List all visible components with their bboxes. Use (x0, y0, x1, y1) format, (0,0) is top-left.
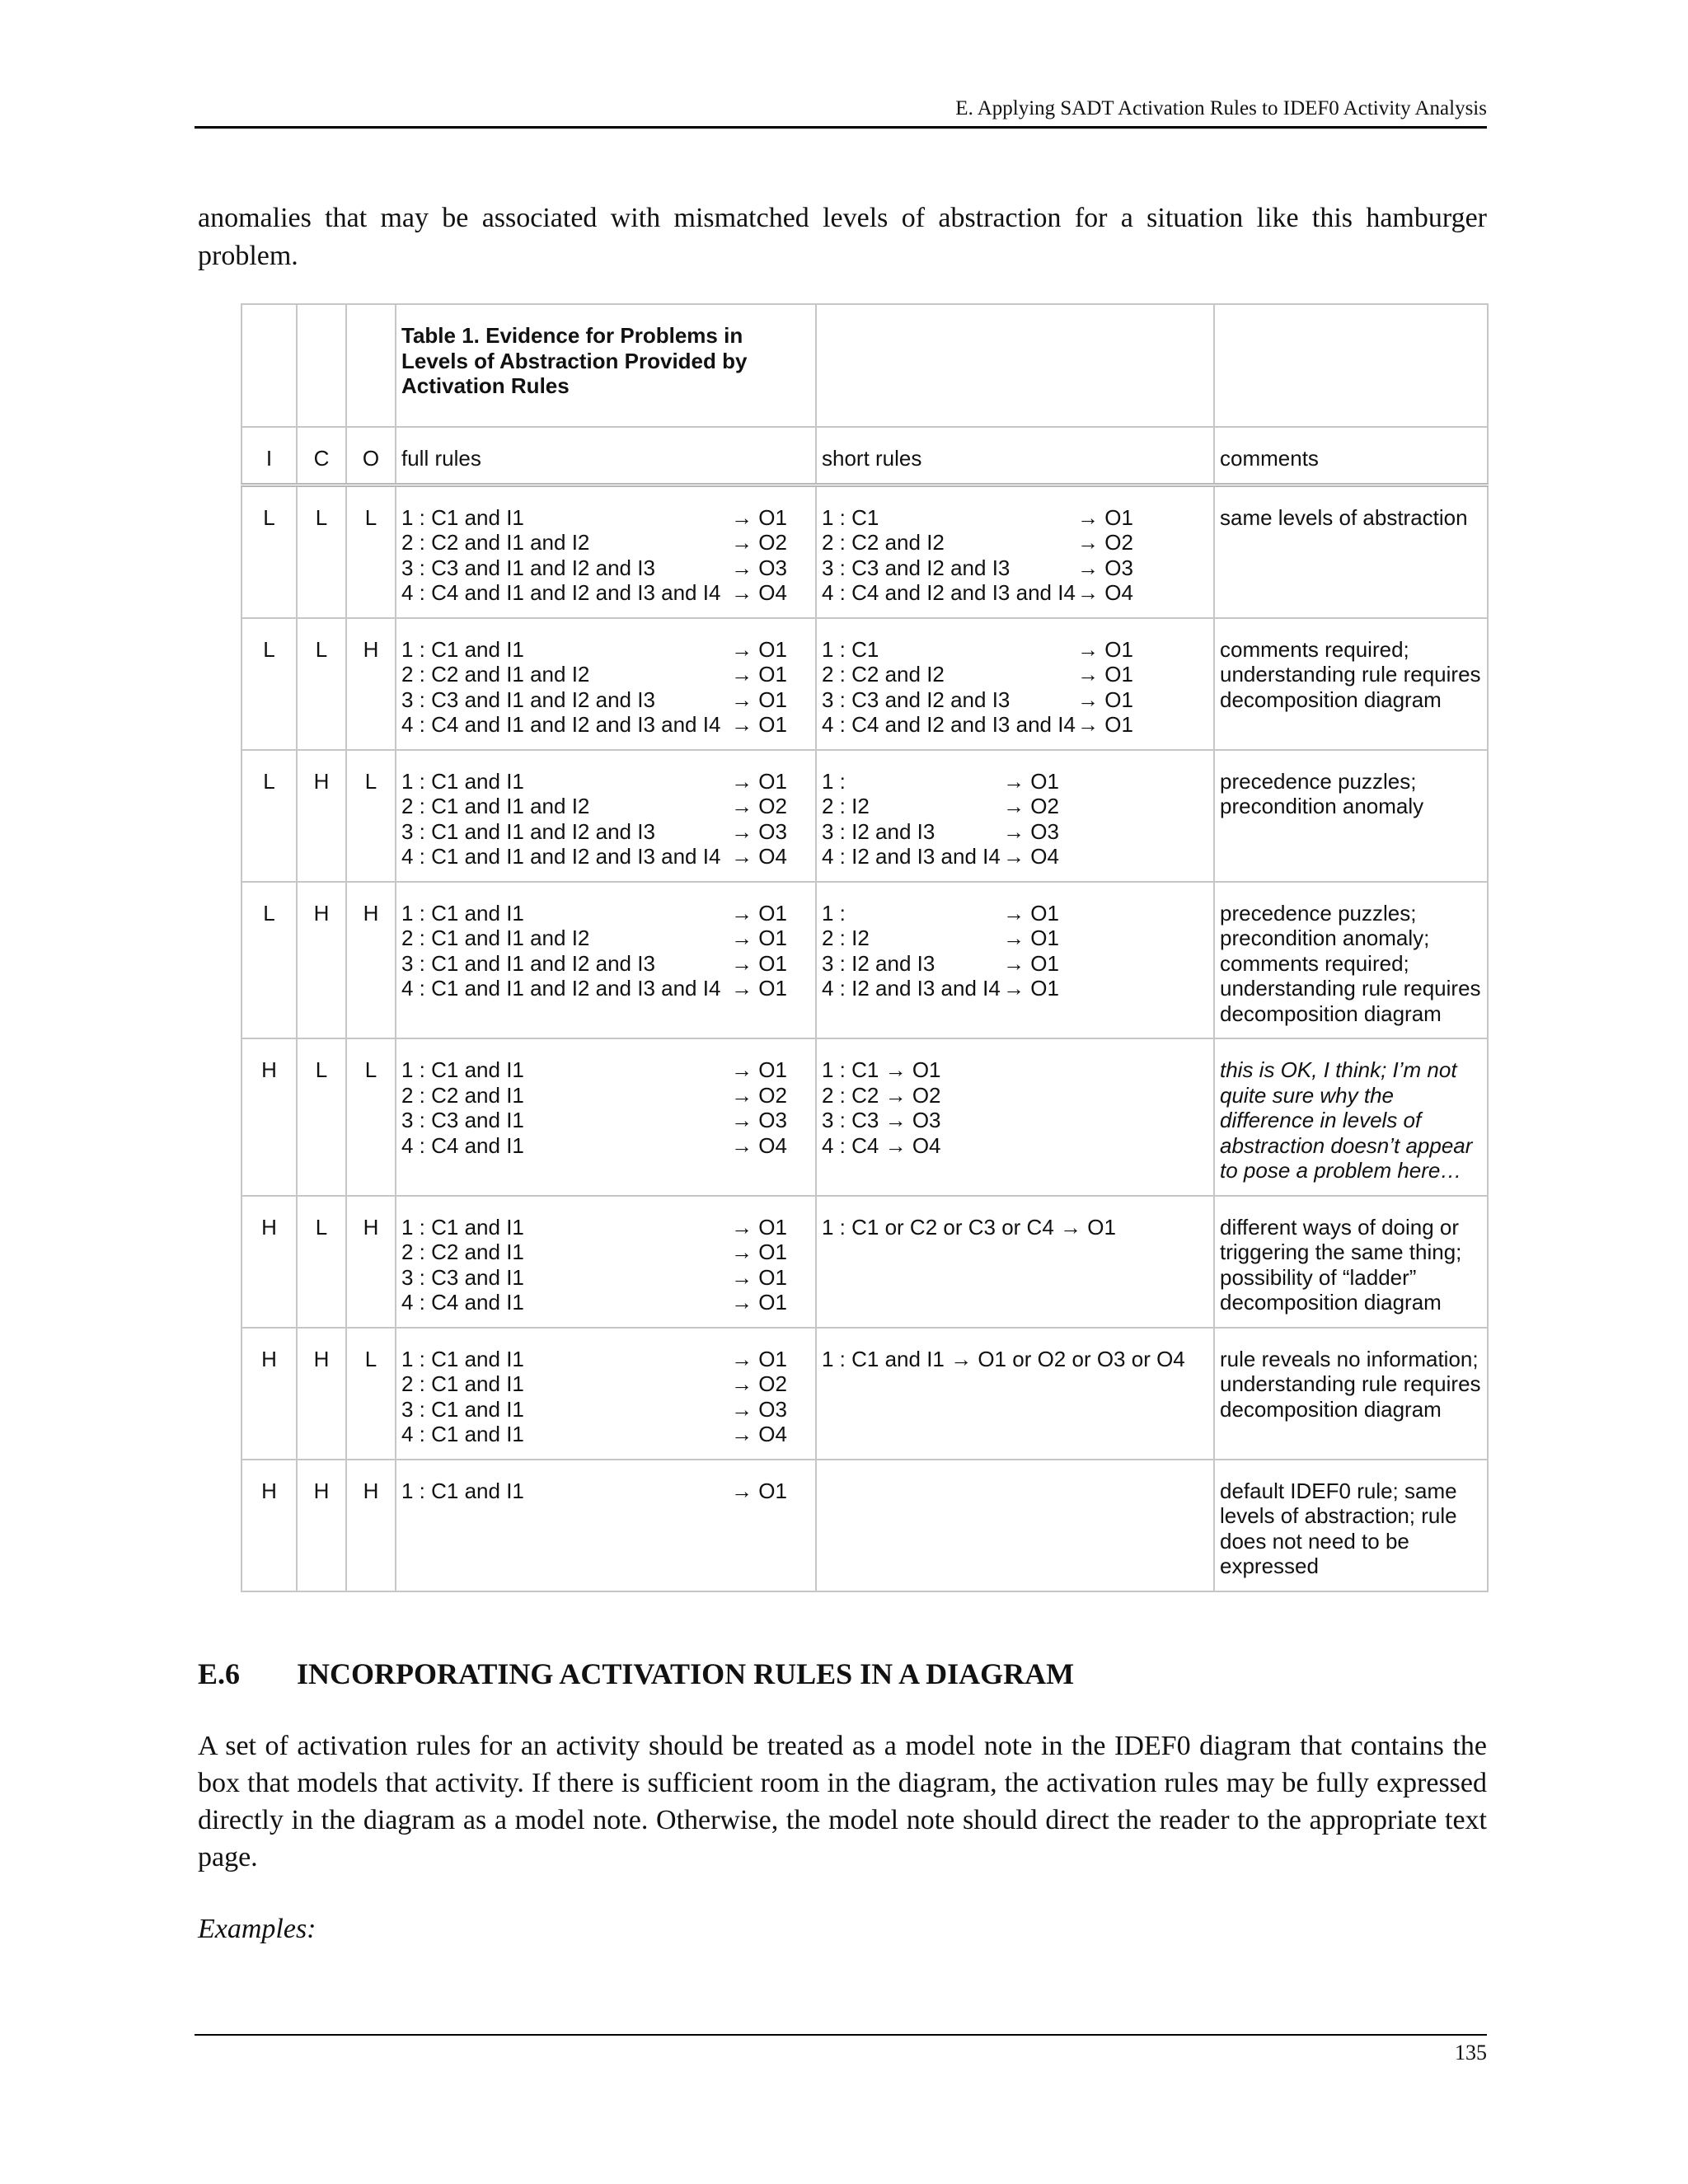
rule-condition: 4 : C1 and I1 and I2 and I3 and I4 (401, 976, 721, 1001)
title-cell-empty (1214, 304, 1488, 427)
rule-line (822, 580, 1208, 606)
rule-condition: 3 : C1 and I1 and I2 and I3 (401, 950, 655, 976)
table-row (241, 1328, 1488, 1460)
title-cell-empty (346, 304, 396, 427)
rule-output: → O1 (1003, 950, 1059, 976)
rule-output: → O4 (731, 844, 787, 869)
rule-condition: 2 : I2 (822, 926, 870, 950)
comment-cell: precedence puzzles; precondition anomaly; comments required; understanding rule requires decomposition diagram (1214, 882, 1488, 1039)
rule-condition: 3 : C3 and I1 and I2 and I3 (401, 555, 655, 580)
table-row (241, 1196, 1488, 1328)
level-i-cell: H (241, 1460, 297, 1591)
short-rules-cell (816, 1328, 1214, 1460)
rule-condition: 1 : C1 or C2 or C3 or C4 → O1 (822, 1214, 1116, 1240)
rule-condition: 4 : C4 → O4 (822, 1132, 941, 1158)
rule-line (822, 662, 1208, 687)
rule-line (401, 1215, 810, 1240)
table-row (241, 485, 1488, 618)
level-o-cell: H (346, 882, 396, 1039)
level-c-cell: L (297, 618, 346, 750)
level-c-cell: H (297, 1328, 346, 1460)
rule-line (822, 951, 1208, 977)
level-o-cell: L (346, 1038, 396, 1196)
short-rules-cell (816, 1038, 1214, 1196)
rule-output: → O3 (731, 1396, 787, 1422)
comment-cell: this is OK, I think; I’m not quite sure why the difference in levels of abstraction doesn’t appear to pose a problem here… (1214, 1038, 1488, 1196)
rule-line (401, 1265, 810, 1291)
rule-output: → O1 (731, 1346, 787, 1371)
rule-output: → O2 (731, 794, 787, 818)
rule-output: → O2 (731, 1371, 787, 1396)
rule-output: → O3 (731, 818, 787, 844)
rule-line (401, 1290, 810, 1315)
rule-output: → O1 (731, 1057, 787, 1082)
rule-condition: 1 : C1 and I1 (401, 768, 524, 794)
rule-line (401, 1479, 810, 1504)
rule-output: → O1 (731, 712, 787, 737)
rule-line (822, 1133, 1208, 1159)
rule-condition: 3 : C3 and I2 and I3 (822, 555, 1010, 580)
comment-cell: precedence puzzles; precondition anomaly (1214, 750, 1488, 882)
rule-line (401, 712, 810, 738)
rule-line (822, 1215, 1208, 1240)
table-row (241, 1460, 1488, 1591)
section-number: E.6 (198, 1657, 241, 1690)
rule-condition: 1 : (822, 768, 846, 794)
header-o: O (346, 427, 396, 485)
rule-condition: 1 : C1 and I1 (401, 1057, 524, 1082)
comment-cell: same levels of abstraction (1214, 485, 1488, 618)
full-rules-cell (396, 750, 816, 882)
rule-condition: 2 : C2 and I1 and I2 (401, 530, 590, 555)
rule-line (822, 555, 1208, 581)
examples-label: Examples: (198, 1914, 316, 1944)
rule-line (822, 530, 1208, 555)
rule-output: → O1 (731, 1478, 787, 1503)
intro-paragraph: anomalies that may be associated with mismatched levels of abstraction for a situation like this hamburger problem. (198, 203, 1487, 271)
header-c: C (297, 427, 346, 485)
rule-line (822, 712, 1208, 738)
full-rules-cell (396, 1196, 816, 1328)
short-rules-cell (816, 1196, 1214, 1328)
rule-output: → O1 (731, 687, 787, 712)
rule-output: → O1 (1077, 504, 1133, 530)
rule-line (401, 1240, 810, 1265)
rule-line (822, 794, 1208, 819)
rule-line (822, 1108, 1208, 1133)
rule-condition: 4 : C4 and I1 and I2 and I3 and I4 (401, 580, 721, 605)
rule-condition: 1 : C1 and I1 → O1 or O2 or O3 or O4 (822, 1346, 1185, 1371)
rule-output: → O1 (731, 768, 787, 794)
rule-output: → O1 (1003, 768, 1059, 794)
rule-condition: 2 : C2 and I2 (822, 530, 945, 555)
rule-line (822, 1057, 1208, 1083)
rule-output: → O1 (731, 1240, 787, 1264)
level-i-cell: L (241, 618, 297, 750)
rule-output: → O1 (731, 1264, 787, 1290)
rule-line (401, 1057, 810, 1083)
rule-output: → O1 (1077, 712, 1133, 737)
rule-line (822, 1083, 1208, 1108)
rule-output: → O2 (731, 530, 787, 555)
full-rules-cell (396, 1460, 816, 1591)
rule-line (822, 844, 1208, 869)
short-rules-cell (816, 485, 1214, 618)
rule-output: → O1 (1003, 926, 1059, 950)
rule-output: → O2 (1003, 794, 1059, 818)
rule-output: → O1 (731, 662, 787, 687)
rule-output: → O1 (731, 636, 787, 662)
rule-condition: 3 : I2 and I3 (822, 818, 935, 844)
level-c-cell: H (297, 1460, 346, 1591)
rule-condition: 1 : C1 and I1 (401, 900, 524, 926)
section-title: INCORPORATING ACTIVATION RULES IN A DIAGRAM (297, 1657, 1075, 1690)
rule-condition: 2 : C2 → O2 (822, 1082, 941, 1108)
short-rules-cell (816, 882, 1214, 1039)
rule-line (401, 951, 810, 977)
rule-condition: 4 : C4 and I1 (401, 1290, 524, 1315)
rule-line (401, 901, 810, 926)
rule-line (401, 662, 810, 687)
level-o-cell: H (346, 618, 396, 750)
rule-line (401, 769, 810, 794)
rule-line (822, 926, 1208, 951)
level-i-cell: L (241, 750, 297, 882)
rule-line (822, 901, 1208, 926)
rule-line (401, 1108, 810, 1133)
rule-condition: 1 : C1 (822, 504, 879, 530)
rule-line (822, 1347, 1208, 1372)
rule-output: → O3 (1077, 555, 1133, 580)
rule-condition: 4 : C4 and I2 and I3 and I4 (822, 712, 1076, 737)
rule-line (401, 819, 810, 845)
level-c-cell: H (297, 750, 346, 882)
rule-line (401, 976, 810, 1001)
body-paragraph: A set of activation rules for an activity should be treated as a model note in the IDEF0 diagram that contains the box that models that activity. If there is sufficient room in the diagram, the activation rules may be fully expressed directly in the diagram as a model note. Otherwise, the model note should direct the reader to the appropriate text page. (198, 1731, 1487, 1872)
rule-output: → O1 (1003, 976, 1059, 1001)
rule-output: → O1 (1003, 900, 1059, 926)
title-cell-empty (241, 304, 297, 427)
level-o-cell: L (346, 1328, 396, 1460)
rule-condition: 2 : I2 (822, 794, 870, 818)
rule-output: → O1 (731, 950, 787, 976)
rule-line (401, 794, 810, 819)
table-title: Table 1. Evidence for Problems in Levels of Abstraction Provided by Activation Rules (396, 304, 816, 427)
table-row (241, 618, 1488, 750)
rule-condition: 1 : (822, 900, 846, 926)
rule-condition: 3 : C3 and I1 (401, 1108, 524, 1132)
comment-cell: default IDEF0 rule; same levels of abstraction; rule does not need to be expressed (1214, 1460, 1488, 1591)
rule-condition: 3 : I2 and I3 (822, 950, 935, 976)
comment-cell: comments required; understanding rule requires decomposition diagram (1214, 618, 1488, 750)
running-head: E. Applying SADT Activation Rules to IDEF0 Activity Analysis (955, 97, 1487, 120)
table-header-row (241, 427, 1488, 485)
rule-condition: 4 : C1 and I1 and I2 and I3 and I4 (401, 844, 721, 869)
rule-condition: 3 : C1 and I1 and I2 and I3 (401, 818, 655, 844)
level-i-cell: L (241, 485, 297, 618)
level-c-cell: H (297, 882, 346, 1039)
rule-condition: 1 : C1 and I1 (401, 636, 524, 662)
rule-line (822, 976, 1208, 1001)
rule-line (822, 819, 1208, 845)
table-row (241, 1038, 1488, 1196)
evidence-table-container (241, 303, 1487, 1592)
rule-condition: 4 : C4 and I1 (401, 1132, 524, 1158)
rule-output: → O4 (1077, 580, 1133, 605)
rule-condition: 2 : C1 and I1 (401, 1371, 524, 1396)
rule-line (401, 555, 810, 581)
rule-condition: 4 : I2 and I3 and I4 (822, 976, 1001, 1001)
rule-line (401, 580, 810, 606)
header-comments: comments (1214, 427, 1488, 485)
rule-output: → O1 (1077, 687, 1133, 712)
rule-condition: 2 : C2 and I1 and I2 (401, 662, 590, 687)
title-cell-empty (816, 304, 1214, 427)
rule-condition: 3 : C1 and I1 (401, 1396, 524, 1422)
rule-line (401, 1133, 810, 1159)
short-rules-cell (816, 750, 1214, 882)
rule-output: → O2 (1077, 530, 1133, 555)
rule-output: → O1 (731, 1290, 787, 1315)
rule-line (401, 1397, 810, 1422)
level-i-cell: H (241, 1038, 297, 1196)
rule-line (822, 505, 1208, 531)
rule-condition: 4 : C1 and I1 (401, 1422, 524, 1446)
rule-line (401, 530, 810, 555)
rule-line (822, 637, 1208, 663)
rule-output: → O3 (1003, 818, 1059, 844)
rule-output: → O1 (731, 900, 787, 926)
level-i-cell: L (241, 882, 297, 1039)
level-c-cell: L (297, 1038, 346, 1196)
full-rules-cell (396, 1038, 816, 1196)
rule-condition: 2 : C2 and I1 (401, 1240, 524, 1264)
table-row (241, 750, 1488, 882)
rule-condition: 2 : C2 and I2 (822, 662, 945, 687)
rule-line (401, 844, 810, 869)
rule-output: → O3 (731, 555, 787, 580)
rule-output: → O1 (731, 926, 787, 950)
rule-output: → O1 (1077, 662, 1133, 687)
full-rules-cell (396, 618, 816, 750)
rule-line (401, 1371, 810, 1397)
short-rules-cell (816, 1460, 1214, 1591)
rule-line (401, 926, 810, 951)
header-full-rules: full rules (396, 427, 816, 485)
rule-condition: 1 : C1 (822, 636, 879, 662)
rule-condition: 2 : C2 and I1 (401, 1082, 524, 1108)
rule-line (822, 687, 1208, 713)
rule-line (401, 1347, 810, 1372)
full-rules-cell (396, 882, 816, 1039)
rule-line (401, 1422, 810, 1447)
rule-condition: 1 : C1 → O1 (822, 1057, 941, 1082)
title-cell-empty (297, 304, 346, 427)
header-i: I (241, 427, 297, 485)
rule-condition: 1 : C1 and I1 (401, 504, 524, 530)
rule-condition: 2 : C1 and I1 and I2 (401, 794, 590, 818)
level-o-cell: L (346, 750, 396, 882)
level-o-cell: H (346, 1196, 396, 1328)
rule-output: → O1 (731, 1214, 787, 1240)
rule-output: → O2 (731, 1082, 787, 1108)
table-row (241, 882, 1488, 1039)
rule-condition: 2 : C1 and I1 and I2 (401, 926, 590, 950)
rule-condition: 3 : C3 and I1 (401, 1264, 524, 1290)
header-short-rules: short rules (816, 427, 1214, 485)
level-o-cell: L (346, 485, 396, 618)
short-rules-cell (816, 618, 1214, 750)
level-c-cell: L (297, 485, 346, 618)
comment-cell: different ways of doing or triggering the same thing; possibility of “ladder” decomposition diagram (1214, 1196, 1488, 1328)
full-rules-cell (396, 1328, 816, 1460)
rule-output: → O4 (731, 1422, 787, 1446)
rule-output: → O3 (731, 1108, 787, 1132)
rule-condition: 4 : I2 and I3 and I4 (822, 844, 1001, 869)
rule-line (822, 769, 1208, 794)
rule-condition: 4 : C4 and I1 and I2 and I3 and I4 (401, 712, 721, 737)
header-rule (195, 126, 1487, 129)
level-i-cell: H (241, 1196, 297, 1328)
level-o-cell: H (346, 1460, 396, 1591)
rule-condition: 1 : C1 and I1 (401, 1214, 524, 1240)
rule-condition: 1 : C1 and I1 (401, 1478, 524, 1503)
level-c-cell: L (297, 1196, 346, 1328)
table-title-row (241, 304, 1488, 427)
footer-rule (195, 2034, 1487, 2036)
rule-output: → O1 (731, 976, 787, 1001)
rule-condition: 1 : C1 and I1 (401, 1346, 524, 1371)
rule-line (401, 505, 810, 531)
comment-cell: rule reveals no information; understanding rule requires decomposition diagram (1214, 1328, 1488, 1460)
rule-line (401, 637, 810, 663)
rule-output: → O1 (731, 504, 787, 530)
section-heading (198, 1657, 1487, 1691)
rule-output: → O4 (731, 580, 787, 605)
full-rules-cell (396, 485, 816, 618)
rule-line (401, 687, 810, 713)
rule-line (401, 1083, 810, 1108)
page-number: 135 (1455, 2041, 1487, 2064)
rule-condition: 3 : C3 and I2 and I3 (822, 687, 1010, 712)
rule-condition: 3 : C3 and I1 and I2 and I3 (401, 687, 655, 712)
rule-output: → O4 (1003, 844, 1059, 869)
rule-output: → O1 (1077, 636, 1133, 662)
evidence-table (241, 303, 1489, 1592)
rule-condition: 3 : C3 → O3 (822, 1108, 941, 1132)
level-i-cell: H (241, 1328, 297, 1460)
rule-condition: 4 : C4 and I2 and I3 and I4 (822, 580, 1076, 605)
rule-output: → O4 (731, 1132, 787, 1158)
